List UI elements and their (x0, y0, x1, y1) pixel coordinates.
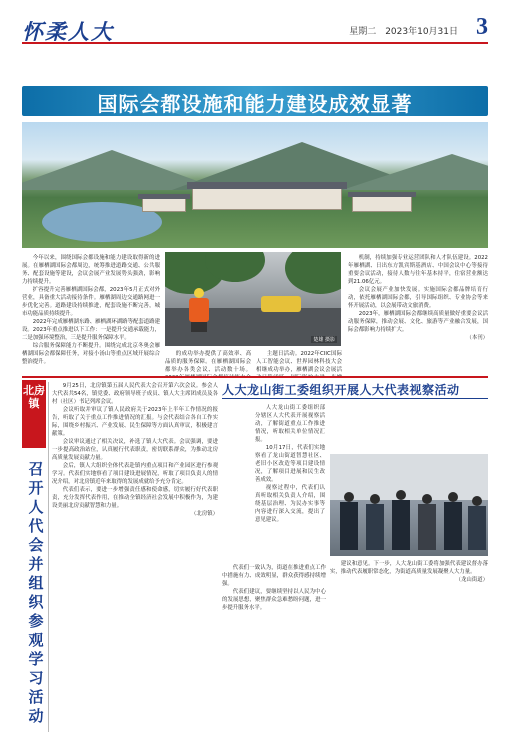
article1-col2 (165, 350, 251, 376)
paragraph: 10月17日，代表们实地察看了龙山街道智慧社区、老旧小区改造等项目建设情况，了解项目进展和民生改善成效。 (255, 445, 325, 483)
road-construction-photo (165, 252, 341, 346)
paragraph: 机制，持续加强专业运营团队和人才队伍建设。2022年雁栖湖、日出东方凯宾斯基酒店、中国会议中心等接待重要会议活动，接待人数与往年基本持平，住宿营业额达到21.06亿元。 (348, 255, 488, 285)
paragraph: 9月25日，北房镇第五届人民代表大会召开第六次会议。参会人大代表共54名，镇党委、政府领导班子成员、镇人大主席团成员及各村（社区）书记列席会议。 (52, 383, 218, 405)
road-roller (261, 296, 301, 312)
paragraph: 2022年完成雁栖湖东路、雁栖湖环湖路等配套道路建设。2023年重点推进以下工作：一是提升交通承载能力，二是加强环境整治，三是提升服务保障水平。 (22, 319, 160, 341)
person-figure (418, 494, 436, 552)
subheadline-rule (222, 398, 488, 399)
page-number: 3 (476, 14, 488, 40)
paragraph: 会议会展产业加快发展。实施国际会都品牌培育行动，依托雁栖湖国际会都，引导国际组织、专业协会等来怀开展活动，以会展带动文旅消费。 (348, 287, 488, 309)
paragraph: 人大龙山街工委组织部分辖区人大代表开展视察活动，了解街道重点工作推进情况，听取相关单位情况汇报。 (255, 405, 325, 443)
paragraph: 代表们建议，要继续坚持以人民为中心的发展思想，聚焦群众急难愁盼问题，进一步提升服务水平。 (222, 589, 326, 611)
headline: 国际会都设施和能力建设成效显著 (97, 92, 413, 116)
article1-col4 (348, 254, 488, 374)
building-roof (348, 192, 416, 197)
paragraph: 今年以来，围绕国际会都设施和能力建设取得新的进展。在雁栖湖国际会都周边，统筹推进道路交通、公共服务、配套设施等建设，会议会展产业发展势头强劲，影响力持续提升。 (22, 255, 160, 285)
aerial-photo (22, 122, 488, 248)
paragraph: 代表们一致认为，街道在推进重点工作中措施有力、成效明显，群众获得感持续增强。 (222, 565, 326, 587)
subheadline: 人大龙山街工委组织开展人大代表视察活动 (222, 383, 460, 397)
issue-date: 星期二 2023年10月31日 (349, 27, 458, 37)
article1-col1 (22, 254, 160, 374)
building-roof (187, 182, 347, 189)
paragraph: 的成功举办提供了高效率、高品质的服务保障。在雁栖湖国际会都举办各类会议、活动数十场。 (165, 351, 251, 373)
person-figure (392, 490, 410, 552)
building-roof (138, 194, 190, 199)
worker-figure (189, 288, 209, 332)
person-figure (340, 492, 358, 552)
mountain-shape (342, 154, 488, 190)
paragraph: 会后，镇人大组织全体代表赴镇内重点项目和产业园区进行参观学习。代表们实地察看了项目建设进展情况，听取了项目负责人的情况介绍，对北房镇近年来取得的发展成就给予充分肯定。 (52, 463, 218, 485)
paragraph: 会议听取并审议了镇人民政府关于2023年上半年工作情况的报告，听取了关于重点工作推进情况的汇报。与会代表结合各自工作实际，围绕乡村振兴、产业发展、民生保障等方面认真审议，积极建言献策。 (52, 407, 218, 437)
article-signoff: （龙山街道） (455, 577, 488, 583)
headline-banner (22, 80, 488, 120)
main-building (192, 188, 342, 210)
masthead (22, 16, 488, 44)
article3-col3 (330, 560, 488, 732)
tree (285, 252, 341, 294)
article1-col3 (256, 350, 342, 376)
side-building (352, 196, 412, 212)
article3-col2 (222, 564, 326, 732)
paragraph: 扩容提升完善雁栖湖国际会都，2023年5月正式对外营业，具备重大活动接待条件。雁栖湖周边交通路网进一步优化完善。道路建设持续推进，配套设施不断完善，城市功能品质持续提升。 (22, 287, 160, 317)
meeting-photo (330, 454, 488, 556)
person-figure (366, 494, 384, 552)
section-tag: 北房镇 (22, 380, 46, 448)
person-figure (444, 492, 462, 552)
paragraph: 代表们表示，要进一步增强责任感和使命感，切实履行好代表职责，充分发挥代表作用，在推动全镇经济社会发展中积极作为，为建设美丽北房贡献智慧和力量。 (52, 487, 218, 509)
section-divider (22, 376, 488, 378)
paragraph: 主题日活动。2022年CIIC国际人工智能会议、世界园林科技大会相继成功举办，雁栖湖会议会展活 (256, 351, 342, 373)
paragraph: 视察过程中，代表们认真听取相关负责人介绍，围绕基层治理、为民办实事等内容进行深入交流，提出了意见建议。 (255, 485, 325, 523)
paragraph: 建议和意见。下一步，人大龙山街工委将加强代表建议督办落实，推动代表履职常态化，为街道高质量发展凝聚人大力量。 (330, 561, 488, 575)
article-signoff: （北房镇） (191, 511, 218, 517)
column-rule (48, 382, 49, 732)
photo-credit: 楚雄 摄影 (313, 337, 335, 343)
person-figure (468, 496, 486, 552)
paragraph: 综合服务保障能力不断提升。围绕完成北京冬奥会雁栖湖国际会都保障任务，对接小汤山等重点区域开展综合整治提升。 (22, 343, 160, 365)
paragraph: 会议审议通过了相关决议，补选了镇人大代表。会议强调，要进一步提高政治站位，认真履行代表职责，密切联系群众，为推动北房高质量发展贡献力量。 (52, 439, 218, 461)
article-signoff: （本刊） (466, 335, 488, 341)
vertical-title: 召开人代会并组织参观学习活动 (28, 460, 44, 725)
masthead-logo: 怀柔人大 (22, 19, 114, 44)
article2-body (52, 382, 218, 732)
side-building (142, 198, 186, 212)
paragraph: 2023年，雁栖湖国际会都继续高质量做好重要会议活动服务保障，推动会展、文化、旅游等产业融合发展，国际会都影响力持续扩大。 (348, 311, 488, 333)
